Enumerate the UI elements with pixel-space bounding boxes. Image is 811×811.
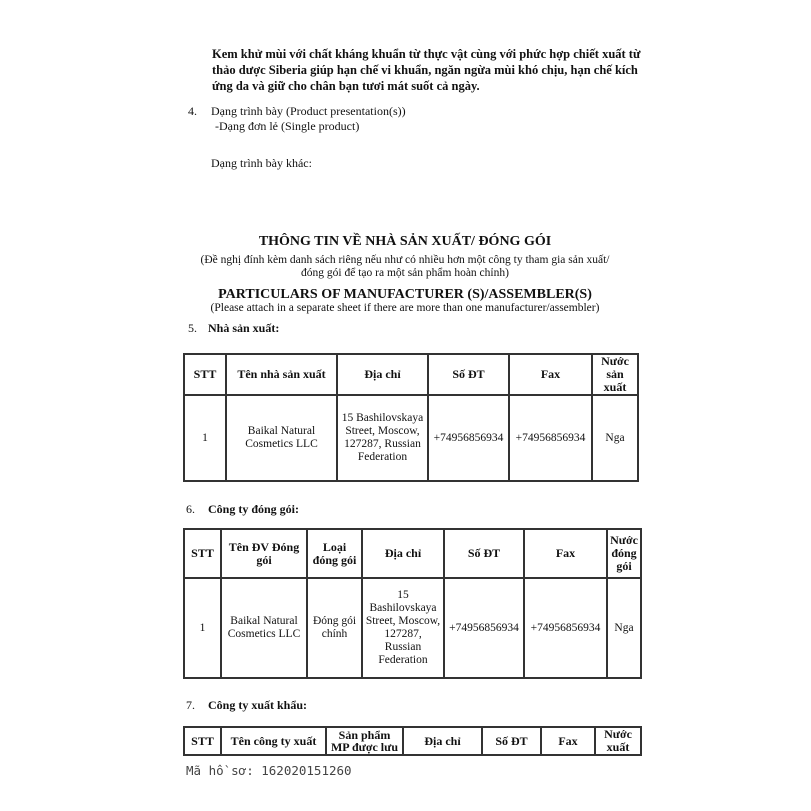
- section-4-other: Dạng trình bày khác:: [211, 156, 312, 170]
- section-4-item: -Dạng đơn lẻ (Single product): [215, 119, 360, 133]
- packager-table: [183, 528, 642, 679]
- heading-vi-note: (Đề nghị đính kèm danh sách riêng nếu như có nhiều hơn một công ty tham gia sản xuất/ đóng gói để tạo ra một sản phẩm hoàn chỉnh): [200, 254, 610, 279]
- cell: 1: [184, 578, 221, 678]
- cell: 15 Bashilovskaya Street, Moscow, 127287, Russian Federation: [362, 578, 444, 678]
- cell: Nga: [592, 395, 638, 481]
- header-cell: Fax: [509, 354, 592, 395]
- header-cell: Số ĐT: [444, 529, 524, 578]
- header-cell: Fax: [541, 727, 595, 755]
- section-6-title: Công ty đóng gói:: [208, 502, 300, 516]
- heading-en-note: (Please attach in a separate sheet if there are more than one manufacturer/assembler): [210, 302, 600, 314]
- file-code: Mã hồ sơ: 162020151260: [186, 763, 352, 778]
- cell: Nga: [607, 578, 641, 678]
- heading-en: PARTICULARS OF MANUFACTURER (S)/ASSEMBLER(S): [218, 287, 592, 302]
- header-cell: Địa chỉ: [403, 727, 482, 755]
- header-cell: Tên nhà sản xuất: [226, 354, 337, 395]
- header-cell: STT: [184, 727, 221, 755]
- header-cell: Địa chỉ: [362, 529, 444, 578]
- section-5-number: 5.: [188, 321, 197, 335]
- header-cell: STT: [184, 529, 221, 578]
- cell: Baikal Natural Cosmetics LLC: [221, 578, 307, 678]
- header-cell: Nước xuất: [595, 727, 641, 755]
- header-cell: Số ĐT: [428, 354, 509, 395]
- header-cell: Số ĐT: [482, 727, 541, 755]
- header-cell: Tên công ty xuất: [221, 727, 326, 755]
- header-cell: Loại đóng gói: [307, 529, 362, 578]
- section-6-number: 6.: [186, 502, 195, 516]
- section-7-number: 7.: [186, 698, 195, 712]
- table-row: [184, 578, 641, 678]
- header-cell: Nước sản xuất: [592, 354, 638, 395]
- cell: 15 Bashilovskaya Street, Moscow, 127287, Russian Federation: [337, 395, 428, 481]
- cell: +74956856934: [509, 395, 592, 481]
- header-cell: Nước đóng gói: [607, 529, 641, 578]
- header-cell: Tên ĐV Đóng gói: [221, 529, 307, 578]
- section-4-number: 4.: [188, 104, 197, 118]
- cell: Baikal Natural Cosmetics LLC: [226, 395, 337, 481]
- section-5-title: Nhà sản xuất:: [208, 321, 280, 335]
- cell: +74956856934: [444, 578, 524, 678]
- header-cell: Địa chỉ: [337, 354, 428, 395]
- header-cell: Fax: [524, 529, 607, 578]
- header-cell: Sản phẩm MP được lưu: [326, 727, 403, 755]
- header-cell: STT: [184, 354, 226, 395]
- product-description: Kem khử mùi với chất kháng khuẩn từ thực vật cùng với phức hợp chiết xuất từ thảo dược Siberia giúp hạn chế vi khuẩn, ngăn ngừa mùi khó chịu, hạn chế kích ứng da và giữ cho chân bạn tươi mát suốt cả ngày.: [212, 47, 641, 93]
- cell: +74956856934: [524, 578, 607, 678]
- cell: +74956856934: [428, 395, 509, 481]
- exporter-table: [183, 726, 642, 756]
- heading-vi: THÔNG TIN VỀ NHÀ SẢN XUẤT/ ĐÓNG GÓI: [258, 234, 552, 249]
- table-row: [184, 395, 638, 481]
- section-4-title: Dạng trình bày (Product presentation(s)): [211, 104, 406, 118]
- section-7-title: Công ty xuất khẩu:: [208, 698, 308, 712]
- cell: 1: [184, 395, 226, 481]
- manufacturer-table: [183, 353, 639, 482]
- cell: Đóng gói chính: [307, 578, 362, 678]
